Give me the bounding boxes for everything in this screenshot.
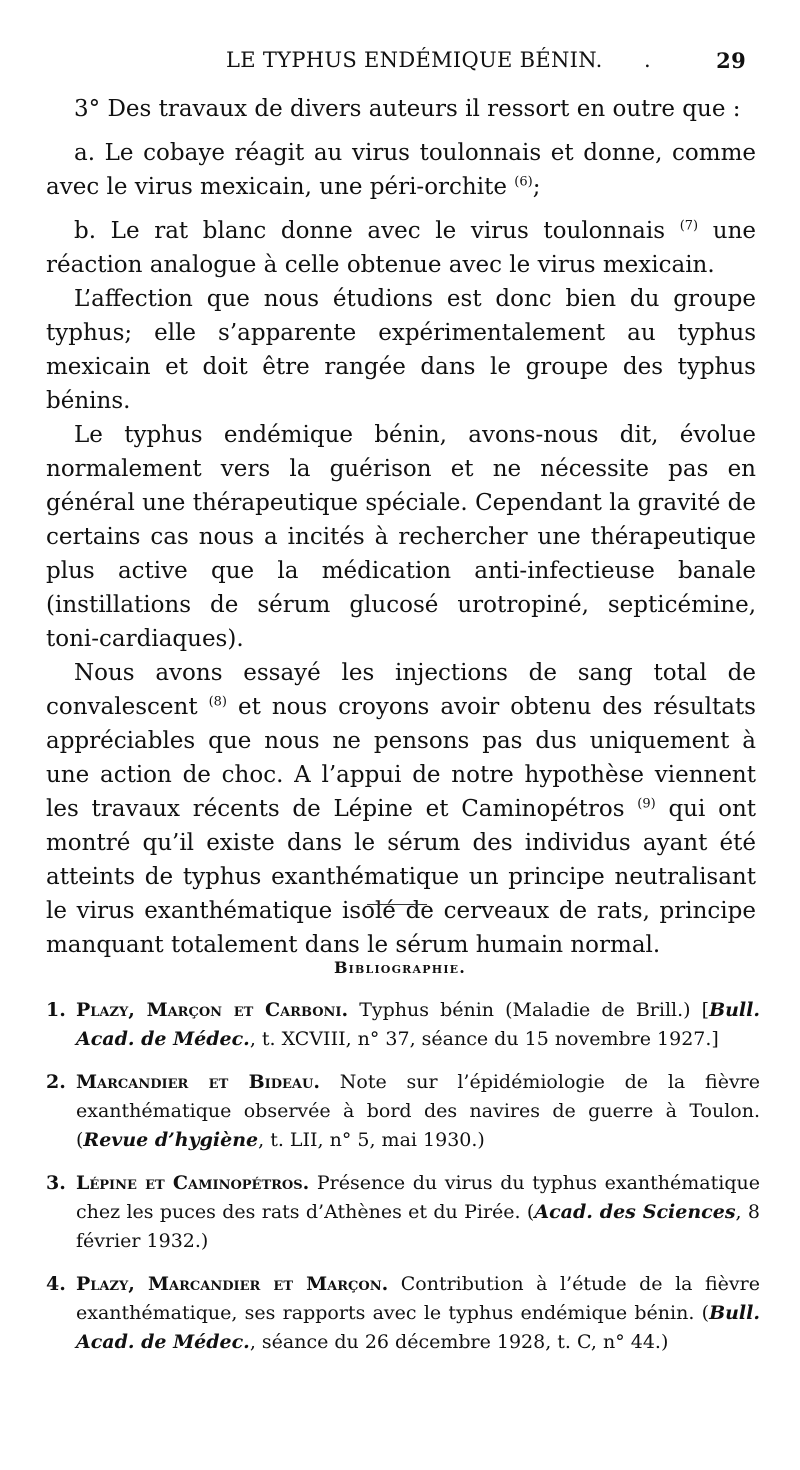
entry-authors: Marcandier et Bideau.: [76, 1071, 320, 1093]
paragraph-a: [46, 136, 756, 204]
bibliography-entry: [46, 1068, 760, 1155]
entry-authors: Plazy, Marcandier et Marçon.: [76, 1273, 389, 1295]
entry-number: 3.: [46, 1172, 66, 1194]
paragraph-therapy: Le typhus endémique bénin, avons-nous dit, évolue normalement vers la guérison et ne nécessite pas en général une thérapeutique spéciale. Cependant la gravité de certains cas nous a incités à rechercher une thérapeutique plus active que la médication anti-infectieuse banale (instillations de sérum glucosé urotropiné, septicémine, toni-cardiaques).: [46, 422, 756, 652]
paragraph-a-text: a. Le cobaye réagit au virus toulonnais et donne, comme avec le virus mexicain, une péri-orchite: [46, 140, 756, 200]
footnote-ref-9: (9): [637, 796, 656, 812]
bibliography-title: Bibliographie.: [333, 958, 467, 977]
paragraph-injections-mid: et nous croyons avoir obtenu des résultats appréciables que nous ne pensons pas dus uniquement à une action de choc. A l’appui de notre hypothèse viennent les travaux récents de Lépine et Caminopétros: [46, 694, 756, 822]
page-number: 29: [716, 48, 746, 73]
paragraph-b: [46, 214, 756, 282]
bibliography-entry: [46, 996, 760, 1054]
entry-journal: Revue d’hygiène: [83, 1129, 259, 1151]
header-dot: .: [644, 48, 651, 72]
entry-rest: , 8 février 1932.): [76, 1201, 760, 1252]
entry-text: Typhus bénin (Maladie de Brill.) [: [348, 999, 710, 1021]
main-text: [46, 92, 756, 962]
footnote-ref-6: (6): [514, 174, 533, 190]
bibliography-entry: [46, 1169, 760, 1256]
running-header: [46, 48, 746, 78]
entry-number: 2.: [46, 1071, 66, 1093]
paragraph-intro: 3° Des travaux de divers auteurs il ressort en outre que :: [74, 96, 741, 122]
entry-rest: , t. LII, n° 5, mai 1930.): [258, 1129, 485, 1151]
entry-number: 1.: [46, 999, 66, 1021]
entry-number: 4.: [46, 1273, 66, 1295]
paragraph-injections-end: qui ont montré qu’il existe dans le sérum des individus ayant été atteints de typhus exanthématique un principe neutralisant le virus exanthématique isolé de cerveaux de rats, principe manquant totalement dans le sérum humain normal.: [46, 796, 756, 958]
entry-journal: Bull. Acad. de Médec.: [76, 999, 760, 1050]
entry-journal: Acad. des Sciences: [534, 1201, 736, 1223]
entry-authors: Lépine et Caminopétros.: [76, 1172, 310, 1194]
entry-authors: Plazy, Marçon et Carboni.: [76, 999, 349, 1021]
running-title: LE TYPHUS ENDÉMIQUE BÉNIN.: [226, 48, 603, 72]
section-divider: [367, 904, 427, 905]
entry-text: Présence du virus du typhus exanthématique chez les puces des rats d’Athènes et du Pirée. (: [76, 1172, 760, 1223]
entry-text: Note sur l’épidémiologie de la fièvre exanthématique observée à bord des navires de guerre à Toulon. (: [76, 1071, 760, 1151]
entry-rest: , t. XCVIII, n° 37, séance du 15 novembre 1927.]: [249, 1028, 719, 1050]
entry-journal: Bull. Acad. de Médec.: [76, 1302, 760, 1353]
paragraph-a-end: ;: [532, 174, 541, 200]
bibliography-entry: [46, 1270, 760, 1357]
entry-text: Contribution à l’étude de la fièvre exanthématique, ses rapports avec le typhus endémique bénin. (: [76, 1273, 760, 1324]
paragraph-injections: [46, 656, 756, 962]
bibliography-list: [46, 996, 760, 1371]
paragraph-b-text: b. Le rat blanc donne avec le virus toulonnais: [74, 218, 680, 244]
footnote-ref-8: (8): [208, 694, 227, 710]
footnote-ref-7: (7): [679, 218, 699, 234]
entry-rest: , séance du 26 décembre 1928, t. C, n° 44.): [249, 1331, 669, 1353]
paragraph-b-end: une réaction analogue à celle obtenue avec le virus mexicain.: [46, 218, 756, 278]
paragraph-injections-text: Nous avons essayé les injections de sang total de convalescent: [46, 660, 756, 720]
paragraph-affection: L’affection que nous étudions est donc bien du groupe typhus; elle s’apparente expérimentalement au typhus mexicain et doit être rangée dans le groupe des typhus bénins.: [46, 286, 756, 414]
